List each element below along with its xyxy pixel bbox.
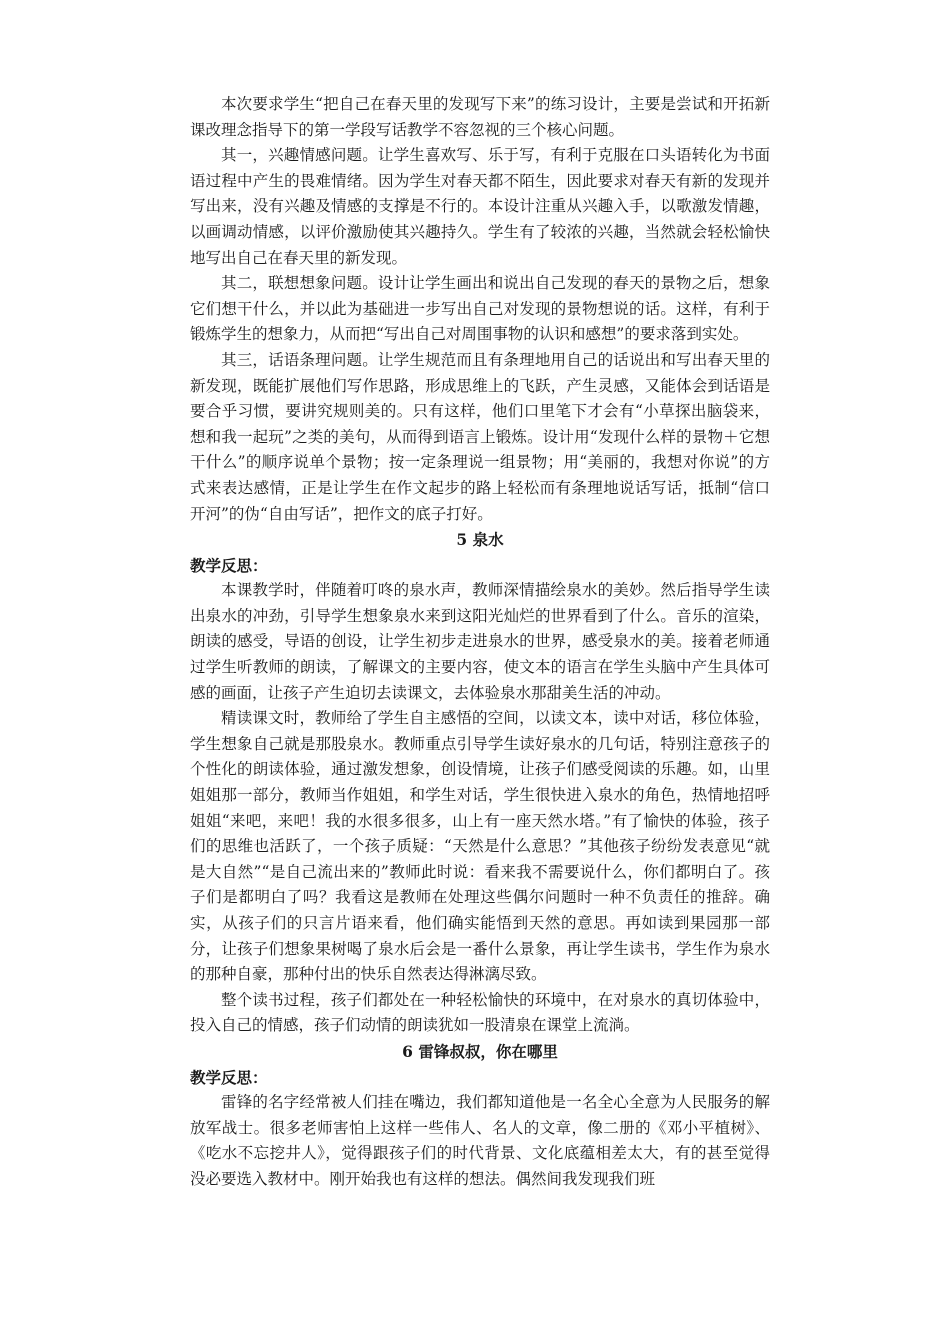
body-paragraph: 本次要求学生“把自己在春天里的发现写下来”的练习设计，主要是尝试和开拓新课改理念指导下的第一学段写话教学不容忽视的三个核心问题。	[190, 95, 770, 139]
section-label: 教学反思：	[190, 1067, 268, 1087]
body-paragraph: 其二，联想想象问题。设计让学生画出和说出自己发现的春天的景物之后，想象它们想干什么，并以此为基础进一步写出自己对发现的景物想说的话。这样，有利于锻炼学生的想象力，从而把“写出自己对周围事物的认识和感想”的要求落到实处。	[190, 274, 770, 344]
body-paragraph: 雷锋的名字经常被人们挂在嘴边，我们都知道他是一名全心全意为人民服务的解放军战士。很多老师害怕上这样一些伟人、名人的文章，像二册的《邓小平植树》、《吃水不忘挖井人》，觉得跟孩子们的时代背景、文化底蕴相差太大，有的甚至觉得没必要选入教材中。刚开始我也有这样的想法。偶然间我发现我们班	[190, 1093, 770, 1188]
body-paragraph: 本课教学时，伴随着叮咚的泉水声，教师深情描绘泉水的美妙。然后指导学生读出泉水的冲劲，引导学生想象泉水来到这阳光灿烂的世界看到了什么。音乐的渲染，朗读的感受，导语的创设，让学生初步走进泉水的世界，感受泉水的美。接着老师通过学生听教师的朗读，了解课文的主要内容，使文本的语言在学生头脑中产生具体可感的画面，让孩子产生迫切去读课文，去体验泉水那甜美生活的冲动。	[190, 581, 770, 702]
body-paragraph: 其一，兴趣情感问题。让学生喜欢写、乐于写，有利于克服在口头语转化为书面语过程中产生的畏难情绪。因为学生对春天都不陌生，因此要求对春天有新的发现并写出来，没有兴趣及情感的支撑是不行的。本设计注重从兴趣入手，以歌激发情趣，以画调动情感，以评价激励使其兴趣持久。学生有了较浓的兴趣，当然就会轻松愉快地写出自己在春天里的新发现。	[190, 146, 770, 267]
section-heading: 5 泉水	[456, 530, 504, 550]
section-label: 教学反思：	[190, 555, 268, 575]
body-paragraph: 其三，话语条理问题。让学生规范而且有条理地用自己的话说出和写出春天里的新发现，既能扩展他们写作思路，形成思维上的飞跃，产生灵感，又能体会到话语是要合乎习惯，要讲究规则美的。只有这样，他们口里笔下才会有“小草探出脑袋来，想和我一起玩”之类的美句，从而得到语言上锻炼。设计用“发现什么样的景物＋它想干什么”的顺序说单个景物；按一定条理说一组景物；用“美丽的，我想对你说”的方式来表达感情，正是让学生在作文起步的路上轻松而有条理地说话写话，抵制“信口开河”的伪“自由写话”，把作文的底子打好。	[190, 350, 770, 523]
body-paragraph: 精读课文时，教师给了学生自主感悟的空间，以读文本，读中对话，移位体验，学生想象自己就是那股泉水。教师重点引导学生读好泉水的几句话，特别注意孩子的个性化的朗读体验，通过激发想象，创设情境，让孩子们感受阅读的乐趣。如，山里姐姐那一部分，教师当作姐姐，和学生对话，学生很快进入泉水的角色，热情地招呼姐姐“来吧，来吧！我的水很多很多，山上有一座天然水塔。”有了愉快的体验，孩子们的思维也活跃了，一个孩子质疑：“天然是什么意思？”其他孩子纷纷发表意见“就是大自然”“是自己流出来的”教师此时说：看来我不需要说什么，你们都明白了。孩子们是都明白了吗？我看这是教师在处理这些偶尔问题时一种不负责任的推辞。确实，从孩子们的只言片语来看，他们确实能悟到天然的意思。再如读到果园那一部分，让孩子们想象果树喝了泉水后会是一番什么景象，再让学生读书，学生作为泉水的那种自豪，那种付出的快乐自然表达得淋漓尽致。	[190, 709, 770, 984]
body-paragraph: 整个读书过程，孩子们都处在一种轻松愉快的环境中，在对泉水的真切体验中，投入自己的情感，孩子们动情的朗读犹如一股清泉在课堂上流淌。	[190, 990, 770, 1035]
section-heading: 6 雷锋叔叔，你在哪里	[402, 1041, 558, 1061]
document-page	[190, 92, 770, 1193]
